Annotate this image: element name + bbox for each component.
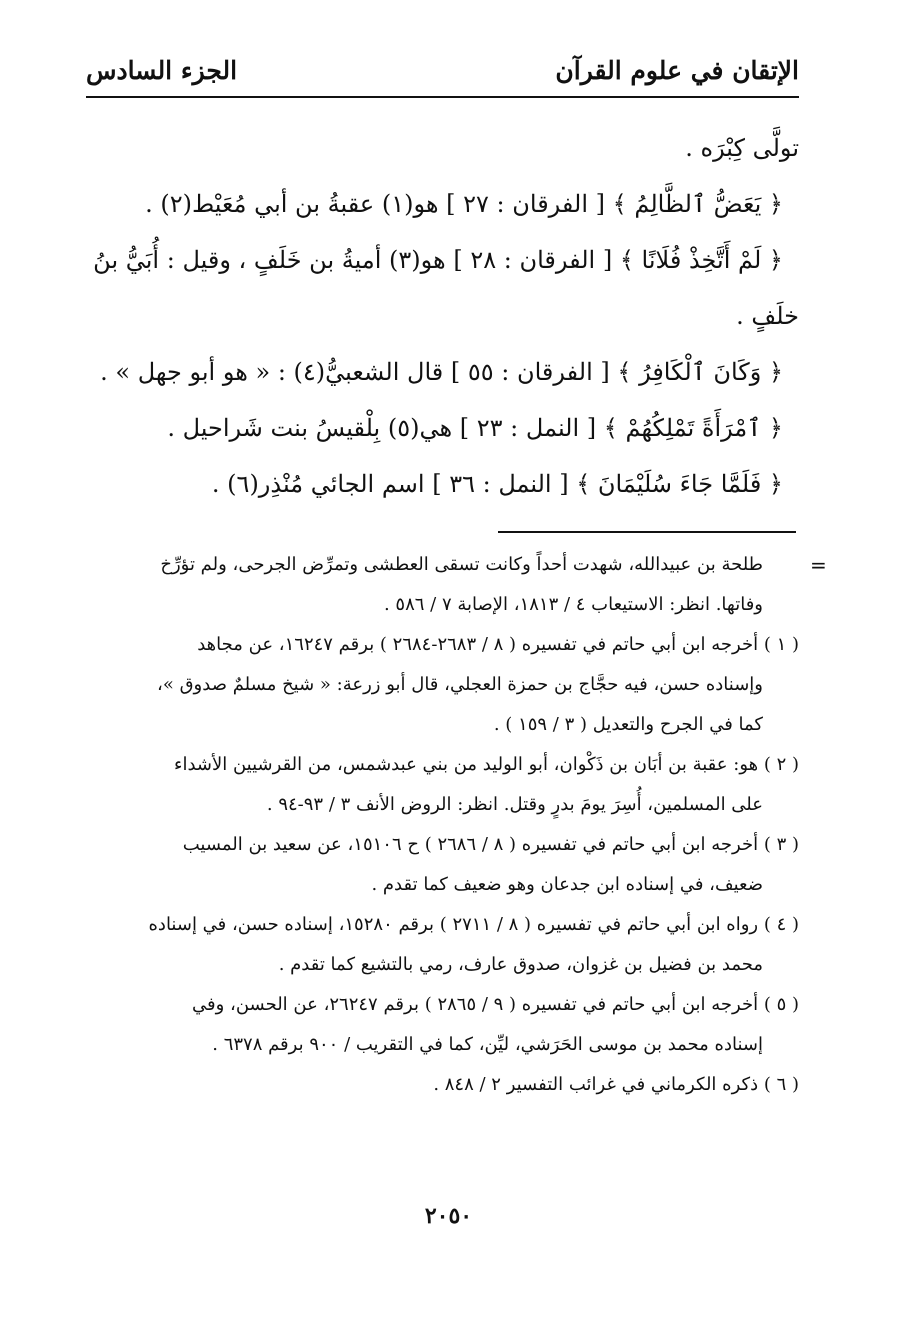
continuation-mark: = <box>810 553 827 577</box>
footnote-line: ضعيف، في إسناده ابن جدعان وهو ضعيف كما تقدم . <box>371 874 763 895</box>
main-line: ﴿ وَكَانَ ٱلْكَافِرُ ﴾ [ الفرقان : ٥٥ ] قال الشعبيُّ(٤) : « هو أبو جهل » . <box>100 358 783 386</box>
footnote-line: ( ٦ ) ذكره الكرماني في غرائب التفسير ٢ / ٨٤٨ . <box>433 1074 799 1095</box>
main-line: تولَّى كِبْرَه . <box>685 134 799 162</box>
main-text <box>86 120 799 512</box>
running-header <box>86 52 799 98</box>
main-line: خلَفٍ . <box>736 302 799 330</box>
footnote-line: ( ٢ ) هو: عقبة بن أبَان بن ذَكْوان، أبو الوليد من بني عبدشمس، من القرشيين الأشداء <box>174 754 799 775</box>
footnotes <box>86 545 799 1105</box>
book-title: الإتقان في علوم القرآن <box>555 56 799 85</box>
footnote-line: ( ١ ) أخرجه ابن أبي حاتم في تفسيره ( ٨ / ٢٦٨٣-٢٦٨٤ ) برقم ١٦٢٤٧، عن مجاهد <box>197 634 799 655</box>
footnote-line: إسناده محمد بن موسى الحَرَشي، ليِّن، كما في التقريب / ٩٠٠ برقم ٦٣٧٨ . <box>212 1034 763 1055</box>
main-line: ﴿ ٱمْرَأَةً تَمْلِكُهُمْ ﴾ [ النمل : ٢٣ ] هي(٥) بِلْقيسُ بنت شَراحيل . <box>167 414 783 442</box>
page-number: ٢٠٥٠ <box>424 1203 473 1229</box>
footnote-line: محمد بن فضيل بن غزوان، صدوق عارف، رمي بالتشيع كما تقدم . <box>278 954 763 975</box>
main-line: ﴿ يَعَضُّ ٱلظَّالِمُ ﴾ [ الفرقان : ٢٧ ] هو(١) عقبةُ بن أبي مُعَيْط(٢) . <box>145 190 783 218</box>
volume-label: الجزء السادس <box>86 56 238 85</box>
footnote-separator <box>498 531 796 533</box>
footnote-line: ( ٥ ) أخرجه ابن أبي حاتم في تفسيره ( ٩ / ٢٨٦٥ ) برقم ٢٦٢٤٧، عن الحسن، وفي <box>191 994 799 1015</box>
main-line: ﴿ لَمْ أَتَّخِذْ فُلَانًا ﴾ [ الفرقان : ٢٨ ] هو(٣) أميةُ بن خَلَفٍ ، وقيل : أُبَيُّ بنُ <box>93 246 783 274</box>
main-line: ﴿ فَلَمَّا جَاءَ سُلَيْمَانَ ﴾ [ النمل : ٣٦ ] اسم الجائي مُنْذِر(٦) . <box>211 470 783 498</box>
footnote-line: وفاتها. انظر: الاستيعاب ٤ / ١٨١٣، الإصابة ٧ / ٥٨٦ . <box>383 594 763 615</box>
footnote-line: طلحة بن عبيدالله، شهدت أحداً وكانت تسقى العطشى وتمرِّض الجرحى، ولم تؤرِّخ <box>160 554 763 575</box>
footnote-line: ( ٣ ) أخرجه ابن أبي حاتم في تفسيره ( ٨ / ٢٦٨٦ ) ح ١٥١٠٦، عن سعيد بن المسيب <box>182 834 799 855</box>
footnote-line: كما في الجرح والتعديل ( ٣ / ١٥٩ ) . <box>493 714 763 735</box>
footnote-line: وإسناده حسن، فيه حجَّاج بن حمزة العجلي، قال أبو زرعة: « شيخ مسلمٌ صدوق »، <box>157 674 763 695</box>
footnote-line: على المسلمين، أُسِرَ يومَ بدرٍ وقتل. انظر: الروض الأنف ٣ / ٩٣-٩٤ . <box>266 794 763 815</box>
footnote-line: ( ٤ ) رواه ابن أبي حاتم في تفسيره ( ٨ / ٢٧١١ ) برقم ١٥٢٨٠، إسناده حسن، في إسناده <box>148 914 799 935</box>
